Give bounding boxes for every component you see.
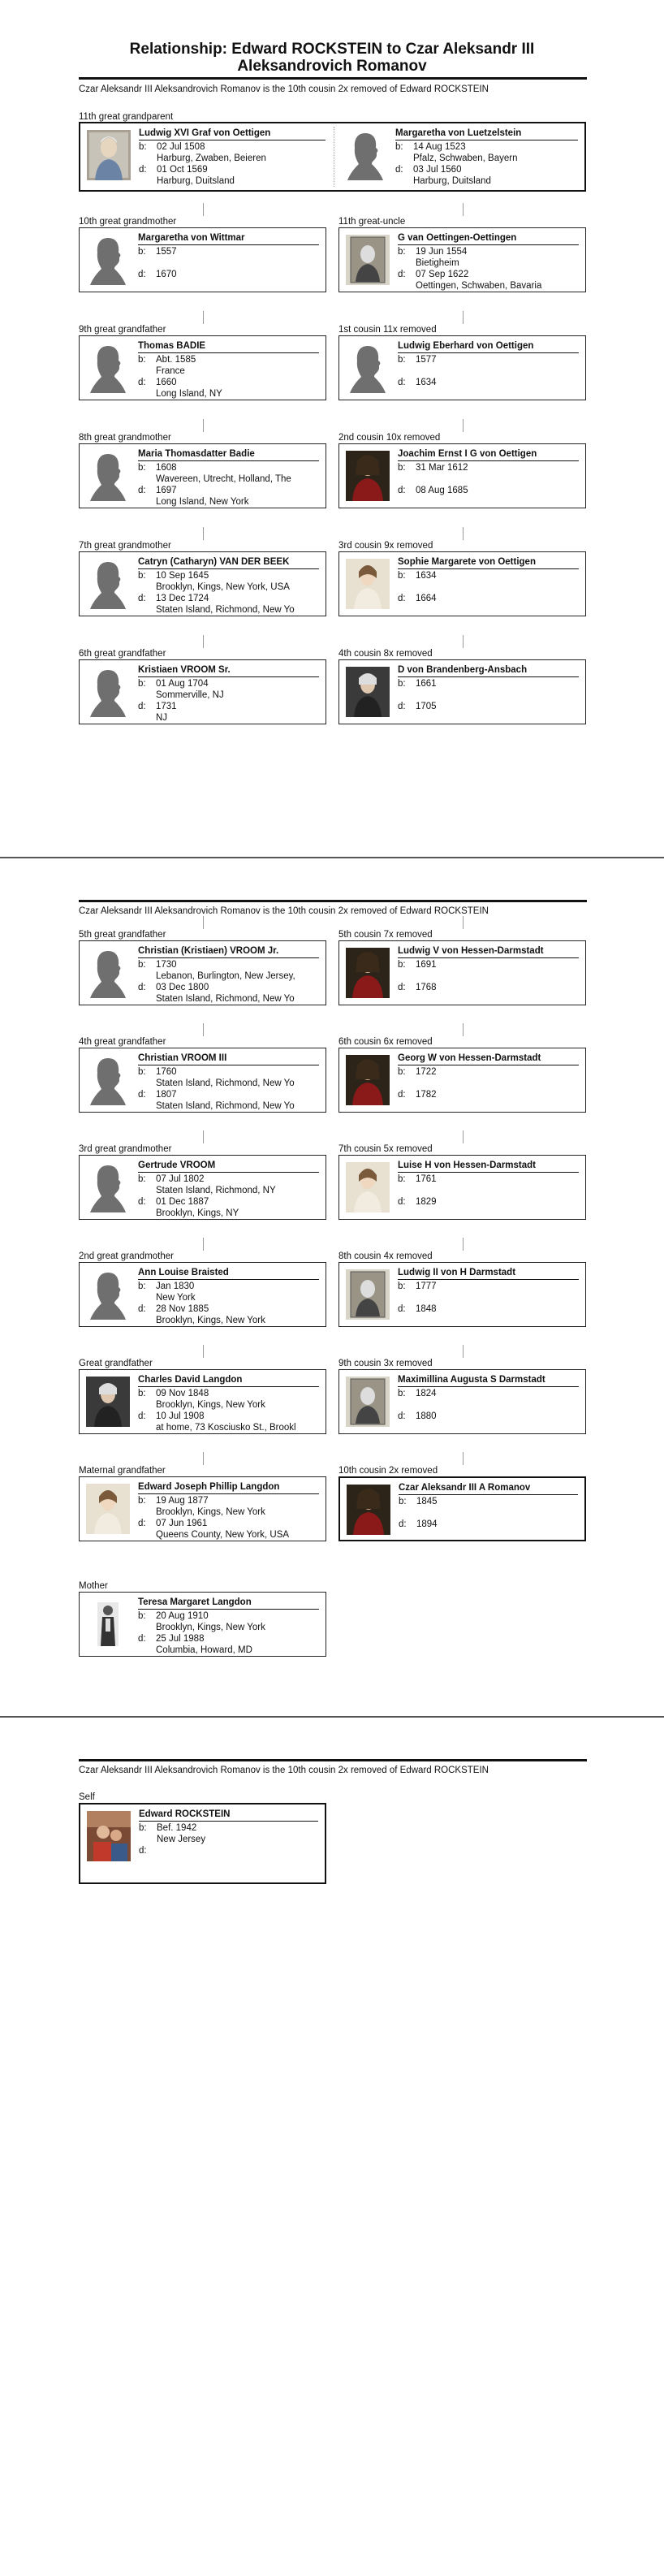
birth-place: Bietigheim [416,258,459,268]
person-name: Teresa Margaret Langdon [138,1597,319,1610]
death-place: NJ [156,713,168,723]
person-card[interactable] [338,940,586,1005]
person-name: Margaretha von Luetzelstein [395,128,578,140]
silhouette-icon [90,1164,126,1212]
died-label: d: [138,702,146,711]
person-card[interactable] [338,551,586,616]
person-card[interactable] [338,659,586,724]
lineage-connector [203,1238,204,1251]
birth-place: Brooklyn, Kings, New York [156,1400,265,1410]
person-name: Ludwig V von Hessen-Darmstadt [398,946,579,958]
born-label: b: [398,463,406,473]
portrait-photo [346,235,390,285]
person-name: Gertrude VROOM [138,1160,319,1173]
portrait-photo [86,1484,130,1534]
relationship-label: 4th cousin 8x removed [338,649,433,659]
death-date: 1697 [156,486,177,495]
relationship-label: 7th cousin 5x removed [338,1144,433,1154]
page-2 [0,858,664,1716]
person-card[interactable] [79,1155,326,1220]
birth-date: 1557 [156,247,177,257]
birth-date: 1577 [416,355,437,365]
death-date: 13 Dec 1724 [156,594,209,603]
born-label: b: [138,1174,146,1184]
lineage-connector [203,1452,204,1465]
died-label: d: [398,1304,406,1314]
person-card[interactable] [338,443,586,508]
relationship-summary: Czar Aleksandr III Aleksandrovich Romanov is the 10th cousin 2x removed of Edward ROCKSTEIN [79,906,489,916]
relationship-label: 9th cousin 3x removed [338,1359,433,1368]
born-label: b: [138,1389,146,1398]
death-place: Columbia, Howard, MD [156,1645,252,1655]
born-label: b: [398,1067,406,1077]
person-name: G van Oettingen-Oettingen [398,233,579,245]
lineage-connector [463,311,464,324]
relationship-label: 3rd great grandmother [79,1144,172,1154]
born-label: b: [138,1496,146,1506]
death-date: 1670 [156,270,177,279]
portrait-photo [87,1811,131,1861]
death-date: 1807 [156,1090,177,1100]
person-card[interactable] [79,1048,326,1113]
died-label: d: [399,1519,407,1529]
birth-date: 1824 [416,1389,437,1398]
person-name: Ludwig XVI Graf von Oettigen [139,128,326,140]
birth-place: Brooklyn, Kings, New York [156,1623,265,1632]
portrait-photo [86,1377,130,1427]
birth-place: Pfalz, Schwaben, Bayern [413,153,518,163]
person-card[interactable] [79,335,326,400]
person-card[interactable] [79,551,326,616]
portrait-photo [346,451,390,501]
died-label: d: [138,270,146,279]
birth-date: Jan 1830 [156,1282,195,1291]
birth-place: Staten Island, Richmond, New Yo [156,1078,295,1088]
person-name: Ludwig Eberhard von Oettigen [398,341,579,353]
portrait-photo [346,667,390,717]
silhouette-icon [90,1271,126,1320]
died-label: d: [138,1090,146,1100]
person-teresa-langdon[interactable] [79,1592,326,1657]
silhouette-icon [347,132,383,180]
lineage-connector [463,1130,464,1143]
death-date: 1894 [416,1519,438,1529]
born-label: b: [395,142,403,152]
person-card[interactable] [338,335,586,400]
born-label: b: [138,960,146,970]
death-date: 1664 [416,594,437,603]
person-name: Ann Louise Braisted [138,1268,319,1280]
died-label: d: [398,702,406,711]
died-label: d: [138,983,146,992]
person-name: Christian VROOM III [138,1053,319,1065]
born-label: b: [398,571,406,581]
portrait-photo [347,1485,390,1535]
person-card[interactable] [79,1369,326,1434]
relationship-label: 8th cousin 4x removed [338,1251,433,1261]
generation-label-mother: Mother [79,1581,108,1591]
lineage-connector [463,1238,464,1251]
person-name: Kristiaen VROOM Sr. [138,665,319,677]
died-label: d: [398,983,406,992]
person-name: Edward Joseph Phillip Langdon [138,1482,319,1494]
birth-place: Harburg, Zwaben, Beieren [157,153,266,163]
died-label: d: [138,1304,146,1314]
death-place: Brooklyn, Kings, New York [156,1316,265,1325]
died-label: d: [138,1197,146,1207]
birth-date: 1634 [416,571,437,581]
person-margaretha-luetzelstein[interactable] [337,123,584,190]
death-date: 1731 [156,702,177,711]
death-date: 1848 [416,1304,437,1314]
death-place: Long Island, New York [156,497,249,507]
death-place: Brooklyn, Kings, NY [156,1208,239,1218]
relationship-summary: Czar Aleksandr III Aleksandrovich Romanov is the 10th cousin 2x removed of Edward ROCKSTEIN [79,84,489,94]
death-place: Harburg, Duitsland [413,176,491,186]
death-date: 01 Dec 1887 [156,1197,209,1207]
birth-date: 07 Jul 1802 [156,1174,205,1184]
lineage-connector [463,527,464,540]
death-date: 03 Jul 1560 [413,165,462,175]
silhouette-icon [90,949,126,998]
death-date: 08 Aug 1685 [416,486,468,495]
birth-date: Bef. 1942 [157,1823,197,1833]
person-name: Charles David Langdon [138,1375,319,1387]
died-label: d: [138,1634,146,1644]
birth-date: 02 Jul 1508 [157,142,205,152]
person-name: Thomas BADIE [138,341,319,353]
died-label: d: [398,378,406,387]
death-place: at home, 73 Kosciusko St., Brookl [156,1423,296,1433]
lineage-connector [463,203,464,216]
person-card[interactable] [338,1262,586,1327]
relationship-label: 9th great grandfather [79,325,166,335]
relationship-label: Maternal grandfather [79,1466,166,1476]
relationship-label: 5th cousin 7x removed [338,930,433,940]
lineage-connector [203,1023,204,1036]
born-label: b: [398,1389,406,1398]
birth-date: 1845 [416,1497,438,1506]
death-date: 1768 [416,983,437,992]
birth-date: 19 Jun 1554 [416,247,468,257]
portrait-photo [86,1599,130,1649]
person-name: Joachim Ernst I G von Oettigen [398,449,579,461]
death-place: Long Island, NY [156,389,222,399]
born-label: b: [138,1067,146,1077]
person-card[interactable] [79,1476,326,1541]
died-label: d: [398,1090,406,1100]
relationship-label: 6th cousin 6x removed [338,1037,433,1047]
born-label: b: [138,571,146,581]
page-title-line-2: Aleksandrovich Romanov [237,58,427,75]
relationship-label: 3rd cousin 9x removed [338,541,433,551]
person-name: Ludwig II von H Darmstadt [398,1268,579,1280]
person-name: Catryn (Catharyn) VAN DER BEEK [138,557,319,569]
birth-place: Lebanon, Burlington, New Jersey, [156,971,295,981]
person-card[interactable] [338,227,586,292]
birth-date: 1661 [416,679,437,689]
born-label: b: [398,247,406,257]
birth-date: 01 Aug 1704 [156,679,209,689]
person-name: Margaretha von Wittmar [138,233,319,245]
person-name: Georg W von Hessen-Darmstadt [398,1053,579,1065]
person-name: D von Brandenberg-Ansbach [398,665,579,677]
birth-date: 09 Nov 1848 [156,1389,209,1398]
death-place: Staten Island, Richmond, New Yo [156,994,295,1004]
person-card[interactable] [79,940,326,1005]
person-name: Maximillina Augusta S Darmstadt [398,1375,579,1387]
relationship-label: 5th great grandfather [79,930,166,940]
death-date: 01 Oct 1569 [157,165,208,175]
person-name: Sophie Margarete von Oettigen [398,557,579,569]
death-place: Harburg, Duitsland [157,176,235,186]
death-date: 1705 [416,702,437,711]
died-label: d: [398,270,406,279]
person-card[interactable] [338,1369,586,1434]
death-date: 03 Dec 1800 [156,983,209,992]
lineage-connector [463,635,464,648]
lineage-connector [203,419,204,432]
silhouette-icon [90,344,126,393]
lineage-connector [203,916,204,929]
relationship-label: 7th great grandmother [79,541,171,551]
silhouette-icon [90,236,126,285]
lineage-connector [463,1023,464,1036]
relationship-label: 2nd cousin 10x removed [338,433,441,443]
relationship-label: 2nd great grandmother [79,1251,174,1261]
person-name: Maria Thomasdatter Badie [138,449,319,461]
birth-date: 1761 [416,1174,437,1184]
portrait-photo [346,1162,390,1212]
silhouette-icon [90,1057,126,1105]
birth-place: New Jersey [157,1835,206,1844]
born-label: b: [138,1282,146,1291]
page-title-line-1: Relationship: Edward ROCKSTEIN to Czar Aleksandr III [129,41,535,58]
birth-place: Sommerville, NJ [156,690,224,700]
died-label: d: [138,486,146,495]
death-place: Staten Island, Richmond, New Yo [156,1101,295,1111]
born-label: b: [139,1823,147,1833]
death-place: Staten Island, Richmond, New Yo [156,605,295,615]
birth-date: 19 Aug 1877 [156,1496,209,1506]
birth-date: 10 Sep 1645 [156,571,209,581]
death-date: 10 Jul 1908 [156,1411,205,1421]
page-3 [0,1718,664,2576]
person-name: Luise H von Hessen-Darmstadt [398,1160,579,1173]
birth-date: 1722 [416,1067,437,1077]
birth-place: Brooklyn, Kings, New York [156,1507,265,1517]
relationship-label: 1st cousin 11x removed [338,325,437,335]
death-date: 1634 [416,378,437,387]
title-rule [79,1759,587,1761]
lineage-connector [463,1452,464,1465]
person-ludwig-xvi[interactable] [80,123,332,190]
person-card[interactable] [79,443,326,508]
person-card[interactable] [338,1048,586,1113]
born-label: b: [398,960,406,970]
lineage-connector [203,635,204,648]
birth-place: New York [156,1293,196,1303]
death-place: Queens County, New York, USA [156,1530,290,1540]
title-rule [79,77,587,80]
silhouette-icon [90,452,126,501]
portrait-photo [346,1269,390,1320]
portrait-photo [346,1055,390,1105]
relationship-label: 6th great grandfather [79,649,166,659]
death-date: 1782 [416,1090,437,1100]
person-name: Christian (Kristiaen) VROOM Jr. [138,946,319,958]
born-label: b: [399,1497,407,1506]
person-card[interactable] [338,1155,586,1220]
died-label: d: [398,1197,406,1207]
death-date: 07 Jun 1961 [156,1519,208,1528]
died-label: d: [138,1519,146,1528]
title-rule [79,900,587,902]
birth-date: Abt. 1585 [156,355,196,365]
birth-date: 1760 [156,1067,177,1077]
died-label: d: [139,165,147,175]
relationship-summary: Czar Aleksandr III Aleksandrovich Romanov is the 10th cousin 2x removed of Edward ROCKSTEIN [79,1766,489,1775]
relationship-label: 8th great grandmother [79,433,171,443]
born-label: b: [139,142,147,152]
person-card[interactable] [79,659,326,724]
died-label: d: [395,165,403,175]
born-label: b: [398,1174,406,1184]
page-1 [0,0,664,857]
silhouette-icon [90,668,126,717]
relationship-label: Great grandfather [79,1359,153,1368]
died-label: d: [138,378,146,387]
lineage-connector [463,1345,464,1358]
death-date: 07 Sep 1622 [416,270,469,279]
person-card[interactable] [79,1262,326,1327]
death-date: 1660 [156,378,177,387]
died-label: d: [138,594,146,603]
silhouette-icon [90,560,126,609]
death-place: Oettingen, Schwaben, Bavaria [416,281,542,291]
birth-date: 31 Mar 1612 [416,463,468,473]
person-name: Czar Aleksandr III A Romanov [399,1483,578,1495]
birth-date: 20 Aug 1910 [156,1611,209,1621]
birth-date: 14 Aug 1523 [413,142,466,152]
death-date: 1880 [416,1411,437,1421]
died-label: d: [398,1411,406,1421]
birth-date: 1608 [156,463,177,473]
born-label: b: [138,247,146,257]
lineage-connector [203,311,204,324]
generation-label: 11th great grandparent [79,112,174,122]
died-label: d: [138,1411,146,1421]
birth-place: Staten Island, Richmond, NY [156,1186,276,1195]
lineage-connector [463,419,464,432]
died-label: d: [398,486,406,495]
birth-place: Wavereen, Utrecht, Holland, The [156,474,291,484]
death-date: 25 Jul 1988 [156,1634,205,1644]
portrait-photo [87,130,131,180]
lineage-connector [463,916,464,929]
person-name: Edward ROCKSTEIN [139,1809,318,1822]
died-label: d: [139,1846,147,1856]
born-label: b: [398,355,406,365]
relationship-label: 4th great grandfather [79,1037,166,1047]
generation-label-self: Self [79,1792,95,1802]
lineage-connector [203,1345,204,1358]
born-label: b: [138,679,146,689]
person-card[interactable] [79,227,326,292]
relationship-label: 11th great-uncle [338,217,406,227]
lineage-connector [203,1130,204,1143]
portrait-photo [346,559,390,609]
relationship-label: 10th cousin 2x removed [338,1466,438,1476]
portrait-photo [346,1377,390,1427]
lineage-connector [203,527,204,540]
death-date: 28 Nov 1885 [156,1304,209,1314]
birth-date: 1730 [156,960,177,970]
relationship-label: 10th great grandmother [79,217,177,227]
person-edward-rockstein[interactable] [79,1803,326,1884]
birth-place: France [156,366,185,376]
death-date: 1829 [416,1197,437,1207]
person-card[interactable] [338,1476,586,1541]
born-label: b: [398,1282,406,1291]
birth-date: 1691 [416,960,437,970]
birth-date: 1777 [416,1282,437,1291]
born-label: b: [398,679,406,689]
top-ancestor-couple [79,122,586,192]
died-label: d: [398,594,406,603]
born-label: b: [138,463,146,473]
silhouette-icon [350,344,386,393]
portrait-photo [346,948,390,998]
birth-place: Brooklyn, Kings, New York, USA [156,582,290,592]
born-label: b: [138,1611,146,1621]
born-label: b: [138,355,146,365]
lineage-connector [203,203,204,216]
